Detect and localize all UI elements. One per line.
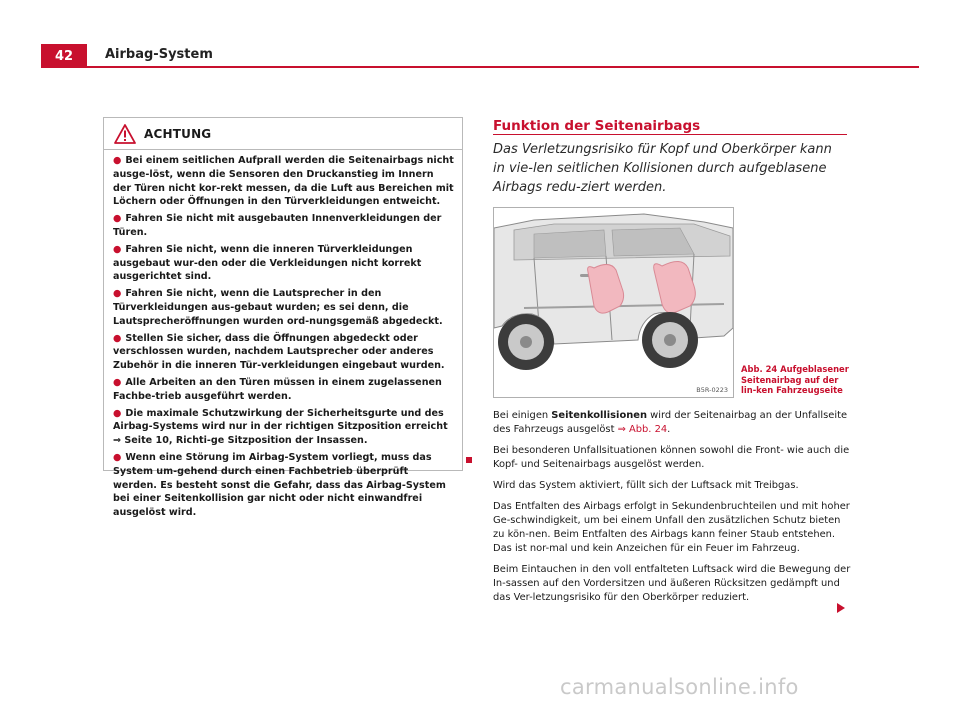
warning-item: ● Stellen Sie sicher, dass die Öffnungen abgedeckt oder verschlossen wurden, nachdem Lautsprecher oder anderes Zubehör in die inneren Tür-verkleidungen eingebaut wurden. xyxy=(113,332,445,372)
figure-code: B5R-0223 xyxy=(696,386,728,394)
page-number: 42 xyxy=(41,44,87,68)
paragraph: Bei besonderen Unfallsituationen können sowohl die Front- wie auch die Kopf- und Seitenairbags ausgelöst werden. xyxy=(493,445,850,470)
warning-item: ● Fahren Sie nicht, wenn die inneren Türverkleidungen ausgebaut wur-den oder die Verkleidungen nicht korrekt ausgerichtet sind. xyxy=(113,243,422,283)
warning-item: ● Wenn eine Störung im Airbag-System vorliegt, muss das System um-gehend durch einen Fachbetrieb überprüft werden. Es besteht sonst die Gefahr, dass das Airbag-System bei einer Seitenkollision gar nicht oder nicht einwandfrei ausgelöst wird. xyxy=(113,451,446,519)
continue-arrow-icon xyxy=(837,603,845,613)
section-title: Airbag-System xyxy=(105,47,213,62)
feature-rule xyxy=(493,134,847,135)
warning-item: ● Fahren Sie nicht mit ausgebauten Innenverkleidungen der Türen. xyxy=(113,213,442,238)
car-figure xyxy=(493,207,734,398)
car-illustration xyxy=(494,208,733,397)
paragraph: Wird das System aktiviert, füllt sich der Luftsack mit Treibgas. xyxy=(493,480,799,491)
warning-title: ACHTUNG xyxy=(144,126,212,141)
feature-title: Funktion der Seitenairbags xyxy=(493,118,701,134)
end-marker xyxy=(466,457,472,463)
warning-box xyxy=(103,117,463,519)
body-text xyxy=(493,409,851,612)
figure-reference-link[interactable]: ⇒ Abb. 24 xyxy=(617,424,668,435)
watermark: carmanualsonline.info xyxy=(560,675,799,699)
warning-list xyxy=(104,150,462,520)
warning-item: ● Fahren Sie nicht, wenn die Lautsprecher in den Türverkleidungen aus-gebaut wurden; es sei denn, die Lautsprecheröffnungen wurden ord-nungsgemäß abgedeckt. xyxy=(113,288,443,327)
warning-item: ● Alle Arbeiten an den Türen müssen in einem zugelassenen Fachbe-trieb ausgeführt werden. xyxy=(113,376,442,402)
figure-caption: Abb. 24 Aufgeblasener Seitenairbag auf der lin-ken Fahrzeugseite xyxy=(741,364,849,395)
warning-item: ● Bei einem seitlichen Aufprall werden die Seitenairbags nicht ausge-löst, wenn die Sensoren den Druckanstieg im Innern der Türen nicht kor-rekt messen, da die Luft aus Bereichen mit Löchern oder Öffnungen in den Türverkleidungen entweicht. xyxy=(113,155,454,208)
paragraph: Bei einigen Seitenkollisionen wird der Seitenairbag an der Unfallseite des Fahrzeugs ausgelöst ⇒ Abb. 24. xyxy=(493,410,848,435)
header-rule xyxy=(87,66,919,68)
paragraph: Beim Eintauchen in den voll entfalteten Luftsack wird die Bewegung der In-sassen auf den Vordersitzen und äußeren Rücksitzen gedämpft und das Ver-letzungsrisiko für den Oberkörper reduziert. xyxy=(493,564,851,603)
warning-item: ● Die maximale Schutzwirkung der Sicherheitsgurte und des Airbag-Systems wird nur in der richtigen Sitzposition erreicht ⇒ Seite 10, Richti-ge Sitzposition der Insassen. xyxy=(113,407,448,447)
paragraph: Das Entfalten des Airbags erfolgt in Sekundenbruchteilen und mit hoher Ge-schwindigkeit, um bei einem Unfall den zusätzlichen Schutz bieten zu kön-nen. Beim Entfalten des Airbags kann feiner Staub entstehen. Das ist nor-mal und kein Anzeichen für ein Feuer im Fahrzeug. xyxy=(493,501,850,554)
intro-text: Das Verletzungsrisiko für Kopf und Oberkörper kann in vie-len seitlichen Kollisionen durch aufgeblasene Airbags redu-ziert werden. xyxy=(493,142,832,195)
warning-header xyxy=(104,118,462,150)
warning-triangle-icon xyxy=(114,124,136,144)
